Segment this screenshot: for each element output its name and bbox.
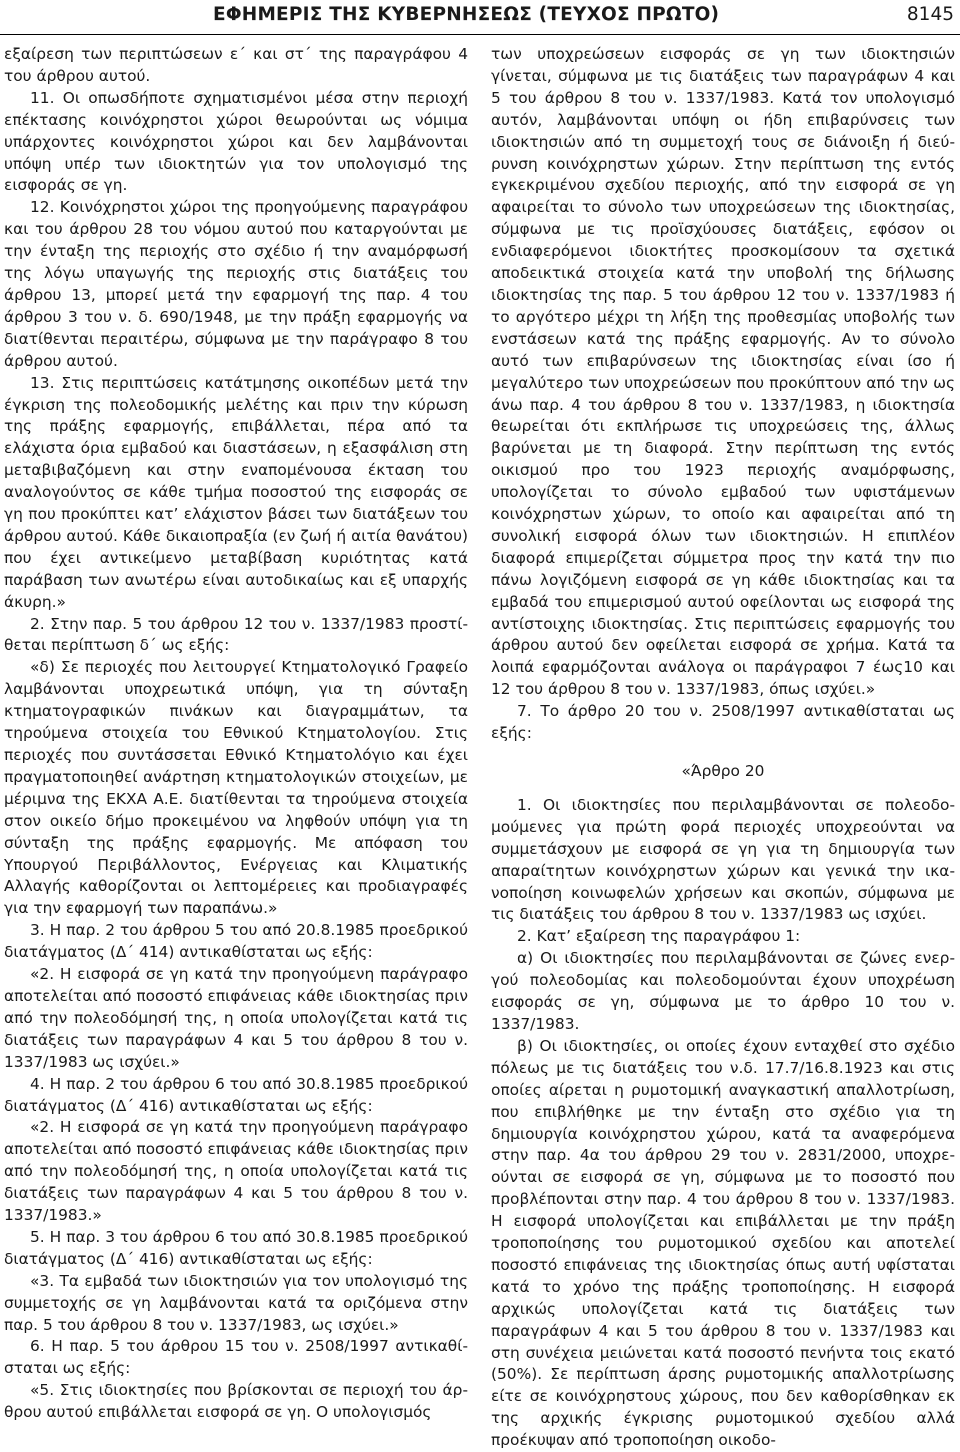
gazette-title: ΕΦΗΜΕΡΙΣ ΤΗΣ ΚΥΒΕΡΝΗΣΕΩΣ (ΤΕΥΧΟΣ ΠΡΩΤΟ) [213,4,720,25]
header-rule [0,34,960,35]
paragraph: εξαίρεση των περιπτώσεων ε΄ και στ΄ της παραγράφου 4 του άρθρου αυτού. [4,45,468,85]
paragraph: 5. Η παρ. 3 του άρθρου 6 του από 30.8.1985 προεδρικού διατάγματος (Δ΄ 416) αντικαθίσταται ως εξής: [4,1227,468,1268]
paragraph: «3. Τα εμβαδά των ιδιοκτησιών για τον υπολογισμό της συμμετοχής σε γη λαμβάνονται κατά τα οριζόμενα στην παρ. 5 του άρθρου 8 του ν. 1337/1983, ως ισχύει.» [4,1271,468,1334]
paragraph: 6. Η παρ. 5 του άρθρου 15 του ν. 2508/1997 αντικαθίσταται ως εξής: [4,1337,468,1378]
paragraph: 11. Οι οπωσδήποτε σχηματισμένοι μέσα στην περιοχή επέκτασης κοινόχρηστοι χώροι θεωρούνται ως νόμιμα υπάρχοντες κοινόχρηστοι χώροι και δεν λαμβάνονται υπόψη υπέρ των ιδιοκτητών για τον υπολογισμό της εισφοράς σε γη. [4,88,468,195]
paragraph: 2. Στην παρ. 5 του άρθρου 12 του ν. 1337/1983 προστίθεται περίπτωση δ΄ ως εξής: [4,614,468,655]
paragraph: 2. Κατ’ εξαίρεση της παραγράφου 1: [517,927,801,946]
paragraph: 1. Οι ιδιοκτησίες που περιλαμβάνονται σε πολεοδομούμενες για πρώτη φορά περιοχές υποχρεούνται να συμμετάσχουν με εισφορά σε γη για τη δημιουργία των απαραίτητων κοινόχρηστων χώρων και γενικά την ικανοποίηση κοινωφελών χρήσεων και σκοπών, σύμφωνα με τις διατάξεις του άρθρου 8 του ν. 1337/1983 ως ισχύει. [491,795,955,924]
page-header [0,0,960,34]
paragraph: «5. Στις ιδιοκτησίες που βρίσκονται σε περιοχή του άρθρου αυτού επιβάλλεται εισφορά σε γη. Ο υπολογισμός [4,1381,468,1422]
paragraph: «2. Η εισφορά σε γη κατά την προηγούμενη παράγραφο αποτελείται από ποσοστό επιφάνειας κάθε ιδιοκτησίας πριν από την πολεοδόμησή της, η οποία υπολογίζεται κατά τις διατάξεις των παραγράφων 4 και 5 του άρθρου 8 του ν. 1337/1983.» [4,1118,468,1225]
paragraph: 4. Η παρ. 2 του άρθρου 6 του από 30.8.1985 προεδρικού διατάγματος (Δ΄ 416) αντικαθίσταται ως εξής: [4,1074,468,1115]
page-number: 8145 [906,4,954,25]
right-column [491,44,955,1450]
article-heading: «Άρθρο 20 [681,762,765,780]
paragraph: «δ) Σε περιοχές που λειτουργεί Κτηματολογικό Γραφείο λαμβάνονται υποχρεωτικά υπόψη, για τη σύνταξη κτηματογραφικών πινάκων και διαγραμμάτων, τα τηρούμενα στοιχεία του Εθνικού Κτηματολογίου. Στις περιοχές που συντάσσεται Εθνικό Κτηματολόγιο και έχει πραγματοποιηθεί ανάρτηση κτηματολογικών στοιχείων, με μέριμνα της ΕΚΧΑ Α.Ε. διατίθενται τα τηρούμενα στοιχεία στον οικείο δήμο προκειμένου να ληφθούν υπόψη για τη σύνταξη της πράξης εφαρμογής. Με απόφαση του Υπουργού Περιβάλλοντος, Ενέργειας και Κλιματικής Αλλαγής καθορίζονται οι λεπτομέρειες και προδιαγραφές για την εφαρμογή των παραπάνω.» [4,658,468,918]
paragraph: 7. Το άρθρο 20 του ν. 2508/1997 αντικαθίσταται ως εξής: [491,702,955,743]
paragraph: β) Οι ιδιοκτησίες, οι οποίες έχουν ενταχθεί στο σχέδιο πόλεως με τις διατάξεις του ν.δ. 17.7/16.8.1923 και στις οποίες αίρεται η ρυμοτομική αναγκαστική απαλλοτρίωση, που επιβλήθηκε με την ένταξη στο σχέδιο για τη δημιουργία κοινόχρηστου χώρου, κατά τα αναφερόμενα στην παρ. 4α του άρθρου 29 του ν. 2831/2000, υποχρεούνται σε εισφορά σε γη, σύμφωνα με το ποσοστό που προβλέπονται στην παρ. 4 του άρθρου 8 του ν. 1337/1983. Η εισφορά υπολογίζεται και επιβάλλεται με την πράξη τροποποίησης του ρυμοτομικού σχεδίου και αποτελεί ποσοστό επιφάνειας της ιδιοκτησίας όπως αυτή υφίσταται κατά το χρόνο της πράξης τροποποίησης. Η εισφορά αρχικώς υπολογίζεται κατά τις διατάξεις των παραγράφων 4 και 5 του άρθρου 8 του ν. 1337/1983 και στη συνέχεια μειώνεται κατά ποσοστό πενήντα τοις εκατό (50%). Σε περίπτωση άρσης ρυμοτομικής απαλλοτρίωσης είτε σε κοινόχρηστους χώρους, που δεν καθορίσθηκαν εκ της αρχικής έγκρισης ρυμοτομικού σχεδίου αλλά προέκυψαν από τροποποίηση οικοδο- [491,1036,955,1450]
paragraph: 12. Κοινόχρηστοι χώροι της προηγούμενης παραγράφου και του άρθρου 28 του νόμου αυτού που καταργούνται με την ένταξη της περιοχής στο σχέδιο ή την αναμόρφωσή της λόγω υπαγωγής της περιοχής στις διατάξεις του άρθρου 13, μπορεί μετά την εφαρμογή της παρ. 4 του άρθρου 3 του ν. δ. 690/1948, με την πράξη εφαρμογής να διατίθενται περαιτέρω, σύμφωνα με την παράγραφο 8 του άρθρου αυτού. [4,198,468,370]
paragraph: 3. Η παρ. 2 του άρθρου 5 του από 20.8.1985 προεδρικού διατάγματος (Δ΄ 414) αντικαθίσταται ως εξής: [4,921,468,962]
paragraph: 13. Στις περιπτώσεις κατάτμησης οικοπέδων μετά την έγκριση της πολεοδομικής μελέτης και πριν την κύρωση της πράξης εφαρμογής, επιβάλλεται, πέρα από τα ελάχιστα όρια εμβαδού και διαστάσεων, η εξασφάλιση στη μεταβιβαζόμενη και στην εναπομένουσα έκταση του αναλογούντος σε κάθε τμήμα ποσοστού της εισφοράς σε γη που προκύπτει κατ’ ελάχιστον βάσει των διατάξεων του άρθρου αυτού. Κάθε δικαιοπραξία (εν ζωή ή αιτία θανάτου) που έχει αντικείμενο μεταβίβαση κυριότητας κατά παράβαση των ανωτέρω είναι αυτοδικαίως και εξ υπαρχής άκυρη.» [4,373,468,611]
paragraph: α) Οι ιδιοκτησίες που περιλαμβάνονται σε ζώνες ενεργού πολεοδομίας και πολεοδομούνται έχουν υποχρέωση εισφοράς σε γη, σύμφωνα με το άρθρο 10 του ν. 1337/1983. [491,949,955,1033]
paragraph: «2. Η εισφορά σε γη κατά την προηγούμενη παράγραφο αποτελείται από ποσοστό επιφάνειας κάθε ιδιοκτησίας πριν από την πολεοδόμησή της, η οποία υπολογίζεται κατά τις διατάξεις των παραγράφων 4 και 5 του άρθρου 8 του ν. 1337/1983 ως ισχύει.» [4,965,468,1071]
left-column [4,44,468,1422]
paragraph: των υποχρεώσεων εισφοράς σε γη των ιδιοκτησιών γίνεται, σύμφωνα με τις διατάξεις των παραγράφων 4 και 5 του άρθρου 8 του ν. 1337/1983. Κατά τον υπολογισμό αυτόν, λαμβάνονται υπόψη οι ήδη επιβαρύνσεις των ιδιοκτησιών από τη συμμετοχή τους σε διάνοιξη ή διεύρυνση κοινόχρηστων χώρων. Στην περίπτωση της εντός εγκεκριμένου σχεδίου περιοχής, από την εισφορά σε γη αφαιρείται το σύνολο των υποχρεώσεων της ιδιοκτησίας, σύμφωνα με τις προϊσχύουσες διατάξεις, εφόσον οι ενδιαφερόμενοι ιδιοκτήτες προσκομίσουν τα σχετικά αποδεικτικά στοιχεία κατά την υποβολή της δήλωσης ιδιοκτησίας της παρ. 5 του άρθρου 12 του ν. 1337/1983 ή το αργότερο μέχρι τη λήξη της προθεσμίας υποβολής των ενστάσεων κατά της πράξης εφαρμογής. Αν το σύνολο αυτό των επιβαρύνσεων της ιδιοκτησίας είναι ίσο ή μεγαλύτερο των υποχρεώσεων που προκύπτουν από την ως άνω παρ. 4 του άρθρου 8 του ν. 1337/1983, η ιδιοκτησία θεωρείται ότι εκπλήρωσε τις υποχρεώσεις της, άλλως βαρύνεται με τη διαφορά. Στην περίπτωση της εντός οικισμού προ του 1923 περιοχής αναμόρφωσης, υπολογίζεται το σύνολο εμβαδού των υφιστάμενων κοινόχρηστων χώρων, το οποίο και αφαιρείται από τη συνολική εισφορά όλων των ιδιοκτησιών. Η επιπλέον διαφορά επιμερίζεται σύμμετρα προς την κατά την πιο πάνω λογιζόμενη εισφορά σε γη κάθε ιδιοκτησίας και τα εμβαδά του επιμερισμού αυτού οφείλονται ως εισφορά της αντίστοιχης ιδιοκτησίας. Στις περιπτώσεις εφαρμογής του άρθρου αυτού δεν οφείλεται εισφορά σε χρήμα. Κατά τα λοιπά εφαρμόζονται ανάλογα οι παράγραφοι 7 έως10 και 12 του άρθρου 8 του ν. 1337/1983, όπως ισχύει.» [491,45,955,699]
